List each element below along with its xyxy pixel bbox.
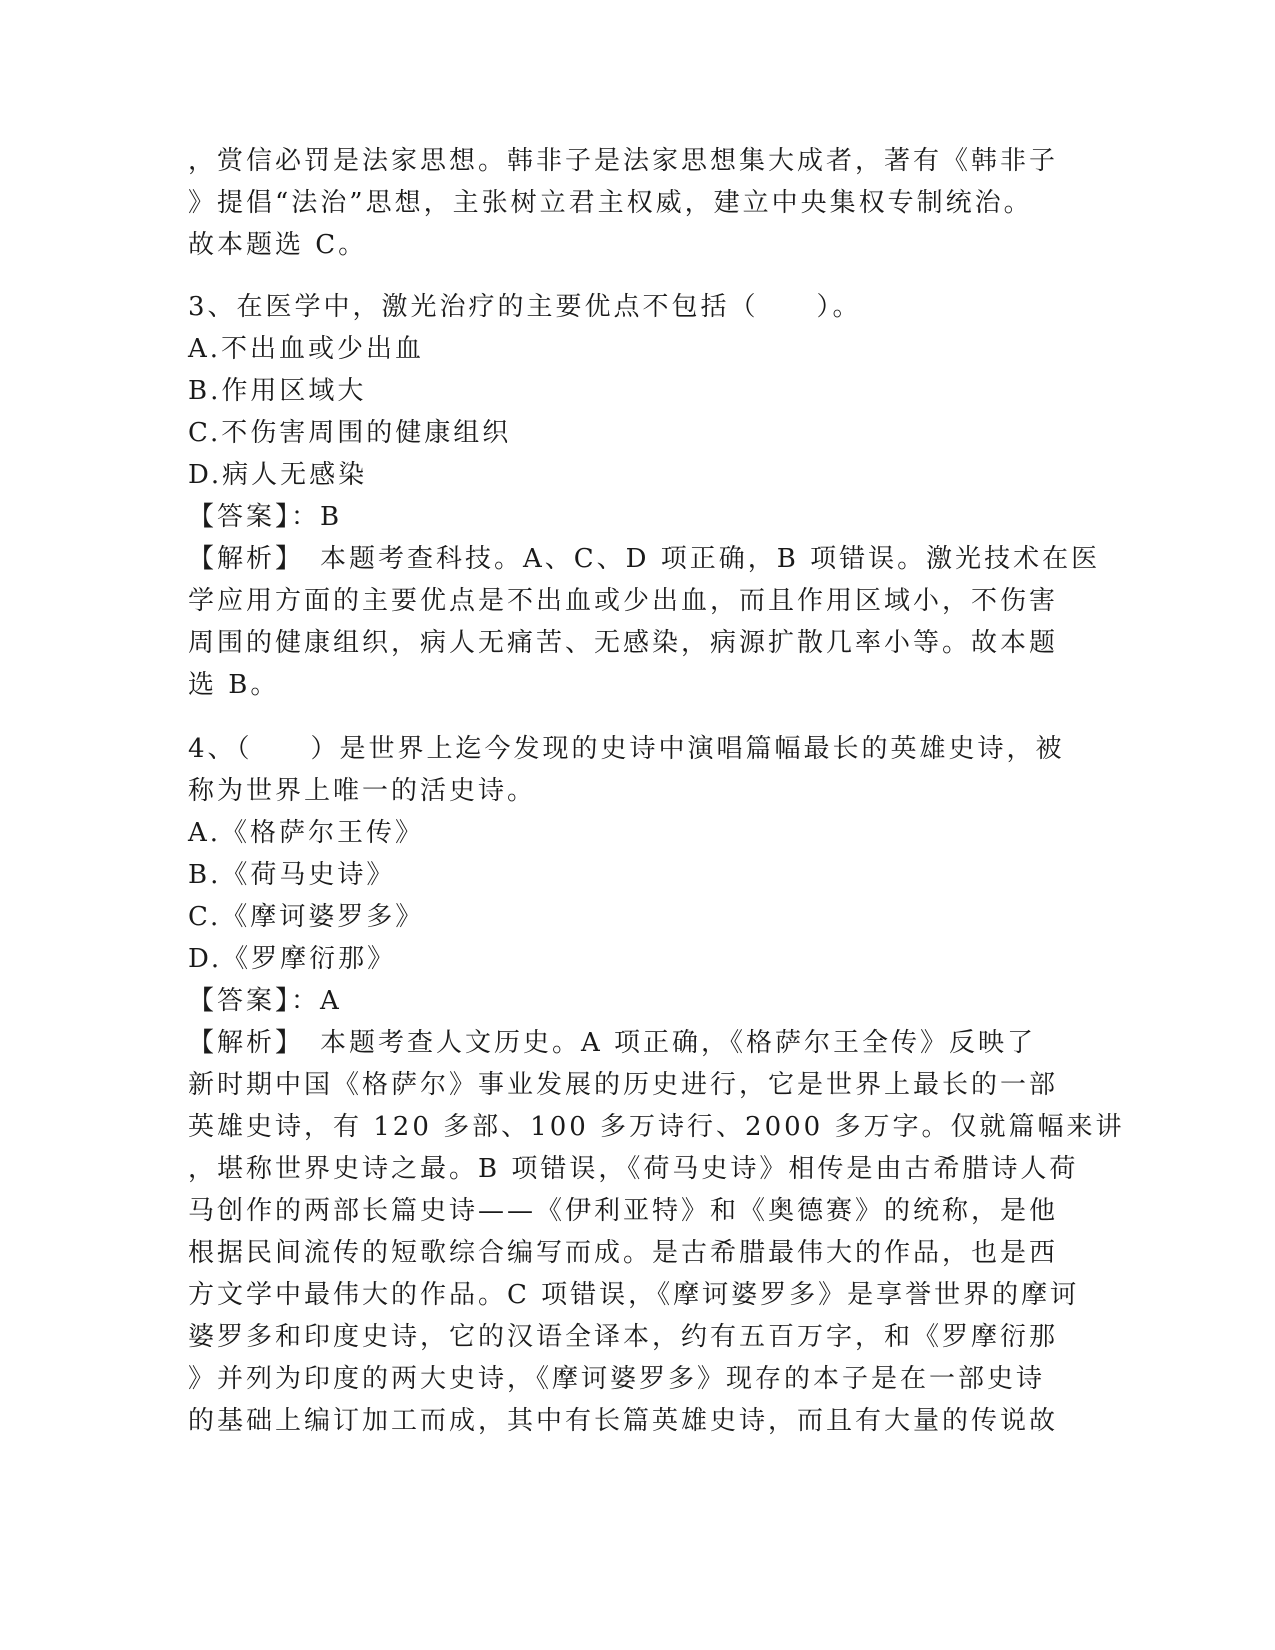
option-b: B.《荷马史诗》 (188, 860, 396, 890)
analysis-line: 婆罗多和印度史诗，它的汉语全译本，约有五百万字，和《罗摩衍那 (188, 1322, 1059, 1352)
analysis-line: 新时期中国《格萨尔》事业发展的历史进行，它是世界上最长的一部 (188, 1070, 1059, 1100)
option-a: A.不出血或少出血 (188, 334, 425, 364)
answer-line: 【答案】：A (188, 986, 342, 1016)
analysis-line: 的基础上编订加工而成，其中有长篇英雄史诗，而且有大量的传说故 (188, 1406, 1059, 1436)
analysis-line: 》并列为印度的两大史诗，《摩诃婆罗多》现存的本子是在一部史诗 (188, 1364, 1046, 1394)
analysis-line: 选 B。 (188, 670, 280, 700)
analysis-line: 【解析】 本题考查人文历史。A 项正确，《格萨尔王全传》反映了 (188, 1028, 1037, 1058)
question-text: 称为世界上唯一的活史诗。 (188, 776, 537, 806)
option-a: A.《格萨尔王传》 (188, 818, 425, 848)
analysis-line: 【解析】 本题考查科技。A、C、D 项正确，B 项错误。激光技术在医 (188, 544, 1101, 574)
document-page (188, 140, 1125, 1442)
paragraph-line: 故本题选 C。 (188, 230, 368, 260)
option-b: B.作用区域大 (188, 376, 367, 406)
analysis-line: 马创作的两部长篇史诗——《伊利亚特》和《奥德赛》的统称，是他 (188, 1196, 1059, 1226)
analysis-line: ，堪称世界史诗之最。B 项错误，《荷马史诗》相传是由古希腊诗人荷 (188, 1154, 1079, 1184)
question-text: 4、（ ）是世界上迄今发现的史诗中演唱篇幅最长的英雄史诗，被 (188, 734, 1065, 764)
analysis-line: 方文学中最伟大的作品。C 项错误，《摩诃婆罗多》是享誉世界的摩诃 (188, 1280, 1080, 1310)
option-c: C.不伤害周围的健康组织 (188, 418, 512, 448)
option-d: D.《罗摩衍那》 (188, 944, 397, 974)
answer-line: 【答案】：B (188, 502, 343, 532)
question-4 (188, 728, 1125, 1442)
analysis-line: 学应用方面的主要优点是不出血或少出血，而且作用区域小，不伤害 (188, 586, 1059, 616)
analysis-line: 周围的健康组织，病人无痛苦、无感染，病源扩散几率小等。故本题 (188, 628, 1059, 658)
paragraph-line: ，赏信必罚是法家思想。韩非子是法家思想集大成者，著有《韩非子 (188, 146, 1059, 176)
option-c: C.《摩诃婆罗多》 (188, 902, 425, 932)
analysis-line: 根据民间流传的短歌综合编写而成。是古希腊最伟大的作品，也是西 (188, 1238, 1059, 1268)
question-3 (188, 286, 1101, 706)
paragraph-line: 》提倡“法治”思想，主张树立君主权威，建立中央集权专制统治。 (188, 188, 1033, 218)
analysis-line: 英雄史诗，有 120 多部、100 多万诗行、2000 多万字。仅就篇幅来讲 (188, 1112, 1125, 1142)
previous-explanation (188, 140, 1088, 266)
option-d: D.病人无感染 (188, 460, 368, 490)
question-text: 3、在医学中，激光治疗的主要优点不包括（ ）。 (188, 292, 862, 322)
